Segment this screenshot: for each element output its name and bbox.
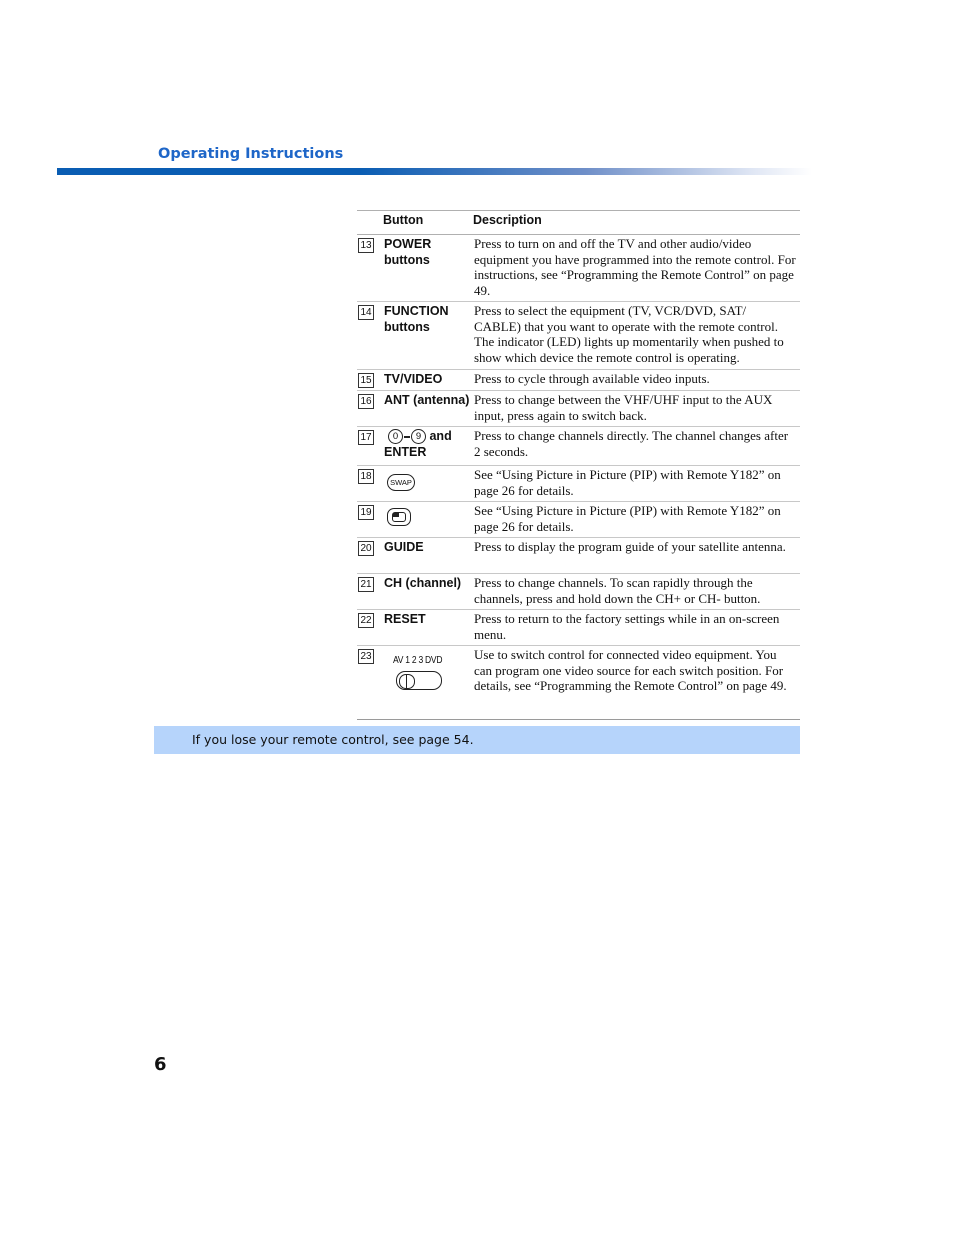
button-description: Press to return to the factory settings while in an on-screen menu.: [474, 611, 780, 642]
button-description: See “Using Picture in Picture (PIP) with Remote Y182” on page 26 for details.: [474, 467, 781, 498]
button-description: Press to change between the VHF/UHF input to the AUX input, press again to switch back.: [474, 392, 773, 423]
button-description: Press to change channels. To scan rapidly through the channels, press and hold down the CH+ or CH- button.: [474, 575, 761, 606]
range-dash: [404, 436, 410, 438]
button-name: [384, 646, 474, 719]
button-name: POWER buttons: [384, 237, 432, 267]
table-row: [357, 646, 800, 719]
button-name: CH (channel): [384, 576, 462, 590]
swap-button-icon: SWAP: [387, 474, 415, 491]
pip-icon: [387, 508, 411, 526]
row-number: 13: [358, 238, 374, 253]
button-description: Press to cycle through available video inputs.: [474, 371, 710, 386]
button-name: FUNCTION buttons: [384, 304, 449, 334]
table-row: [357, 538, 800, 574]
av-switch-label: AV 1 2 3 DVD: [393, 655, 443, 666]
av-switch-icon: [396, 671, 442, 690]
button-name: GUIDE: [384, 540, 424, 554]
table-row: [357, 391, 800, 427]
button-description: Press to display the program guide of your satellite antenna.: [474, 539, 786, 554]
row-number: 20: [358, 541, 374, 556]
column-header-button: Button: [383, 213, 424, 227]
page-number: 6: [154, 1054, 167, 1075]
button-name: [384, 466, 474, 501]
column-header-description: Description: [473, 213, 542, 227]
row-number: 21: [358, 577, 374, 592]
table-header: [357, 211, 800, 235]
button-name: [384, 427, 474, 465]
button-name: RESET: [384, 612, 426, 626]
button-name: ANT (antenna): [384, 393, 470, 407]
button-description-table: [357, 210, 800, 720]
row-number: 23: [358, 649, 374, 664]
table-row: [357, 610, 800, 646]
table-row: [357, 574, 800, 610]
row-number: 15: [358, 373, 374, 388]
button-name-text: and ENTER: [384, 429, 452, 460]
row-number: 22: [358, 613, 374, 628]
row-number: 14: [358, 305, 374, 320]
row-number: 16: [358, 394, 374, 409]
button-name: [384, 502, 474, 537]
row-number: 19: [358, 505, 374, 520]
table-row: [357, 466, 800, 502]
button-description: Press to change channels directly. The channel changes after 2 seconds.: [474, 428, 789, 459]
note-bar: If you lose your remote control, see page 54.: [154, 726, 800, 754]
page-header-title: Operating Instructions: [158, 146, 344, 162]
table-row: [357, 427, 800, 466]
table-row: [357, 235, 800, 302]
table-row: [357, 302, 800, 370]
key-0-icon: 0: [388, 429, 403, 444]
button-description: Use to switch control for connected video equipment. You can program one video source for each switch position. For details, see “Programming the Remote Control” on page 49.: [474, 647, 787, 694]
button-name: TV/VIDEO: [384, 372, 443, 386]
row-number: 17: [358, 430, 374, 445]
header-rule: [57, 168, 812, 175]
button-description: Press to turn on and off the TV and other audio/video equipment you have programmed into the remote control. For instructions, see “Programming the Remote Control” on page 49.: [474, 236, 796, 298]
row-number: 18: [358, 469, 374, 484]
table-row: [357, 502, 800, 538]
button-description: Press to select the equipment (TV, VCR/DVD, SAT/ CABLE) that you want to operate with the remote control. The indicator (LED) lights up momentarily when pushed to show which device the remote control is operating.: [474, 303, 784, 365]
key-9-icon: 9: [411, 429, 426, 444]
button-description: See “Using Picture in Picture (PIP) with Remote Y182” on page 26 for details.: [474, 503, 781, 534]
table-row: [357, 370, 800, 391]
